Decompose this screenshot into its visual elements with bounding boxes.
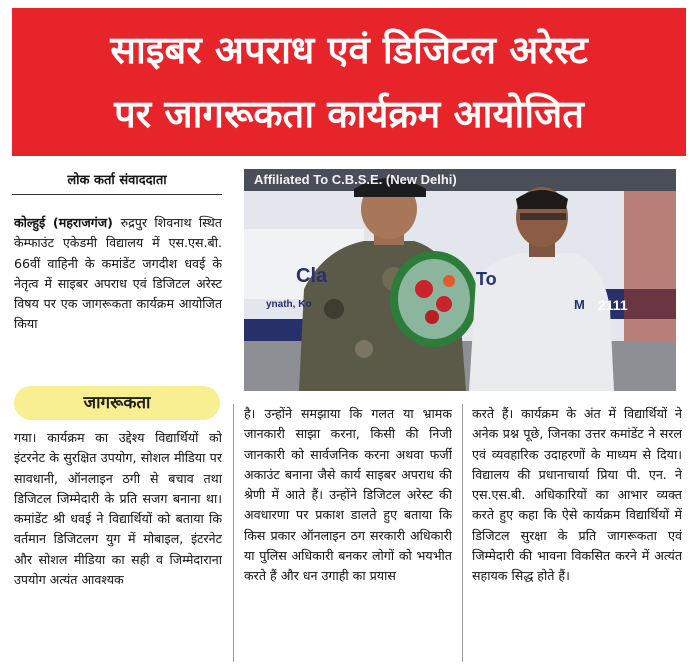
photo-banner-number: 2111 bbox=[598, 297, 628, 313]
subheading-badge: जागरूकता bbox=[14, 386, 220, 420]
dateline-place: कोल्हुई (महराजगंज) bbox=[14, 215, 121, 230]
article-column-3: करते हैं। कार्यक्रम के अंत में विद्यार्थियों ने अनेक प्रश्न पूछे, जिनका उत्तर कमांडेंट ने सरल एवं व्यवहारिक उदाहरणों के माध्यम से दिया। विद्यालय की प्रधानाचार्या प्रिया पी. एन. ने एस.एस.बी. अधिकारियों का आभार व्यक्त करते हुए कहा कि ऐसे कार्यक्रम विद्यार्थियों में डिजिटल सुरक्षा के प्रति जागरूकता एवं जिम्मेदारी की भावना विकसित करने में अत्यंत सहायक सिद्ध होते हैं। bbox=[472, 406, 682, 584]
photo-banner-location: ynath, Ko bbox=[266, 299, 312, 310]
article-lead bbox=[14, 213, 222, 383]
headline-line-2: पर जागरूकता कार्यक्रम आयोजित bbox=[114, 92, 584, 136]
headline-banner bbox=[12, 8, 686, 156]
lead-text: रुद्रपुर शिवनाथ स्थित केम्फाउंट एकेडमी विद्यालय में एस.एस.बी. 66वीं वाहिनी के कमांडेंट जगदीश धवई के नेतृत्व में साइबर अपराध एवं डिजिटल अरेस्ट विषय पर एक जागरूकता कार्यक्रम आयोजित किया bbox=[14, 215, 222, 332]
column-divider bbox=[462, 404, 463, 662]
photo-banner-top: Affiliated To C.B.S.E. (New Delhi) bbox=[254, 172, 457, 187]
article-column-1: गया। कार्यक्रम का उद्देश्य विद्यार्थियों को इंटरनेट के सुरक्षित उपयोग, सोशल मीडिया पर सावधानी, ऑनलाइन ठगी से बचाव तथा डिजिटल जिम्मेदारी के प्रति सजग बनाना था। कमांडेंट श्री धवई ने विद्यार्थियों को बताया कि वर्तमान डिजिटलग युग में मोबाइल, इंटरनेट और सोशल मीडिया का सही व जिम्मेदाराना उपयोग अत्यंत आवश्यक bbox=[14, 430, 222, 588]
article-column-2: है। उन्होंने समझाया कि गलत या भ्रामक जानकारी साझा करना, किसी की निजी जानकारी को सार्वजनिक करना अथवा फर्जी अकाउंट बनाना जैसे कार्य साइबर अपराध की श्रेणी में आते हैं। उन्होंने डिजिटल अरेस्ट की अवधारणा पर प्रकाश डालते हुए बताया कि किस प्रकार ऑनलाइन ठग सरकारी अधिकारी या पुलिस अधिकारी बनकर लोगों को भयभीत करते हैं और धन उगाही का प्रयास bbox=[244, 406, 452, 584]
column-divider bbox=[233, 404, 234, 662]
byline: लोक कर्ता संवाददाता bbox=[12, 170, 222, 195]
photo-banner-to: To bbox=[476, 269, 497, 289]
photo-banner-cla: Cla bbox=[296, 265, 328, 287]
headline-line-1: साइबर अपराध एवं डिजिटल अरेस्ट bbox=[110, 28, 588, 72]
photo-banner-m: M bbox=[574, 297, 585, 312]
news-photo bbox=[244, 169, 676, 391]
